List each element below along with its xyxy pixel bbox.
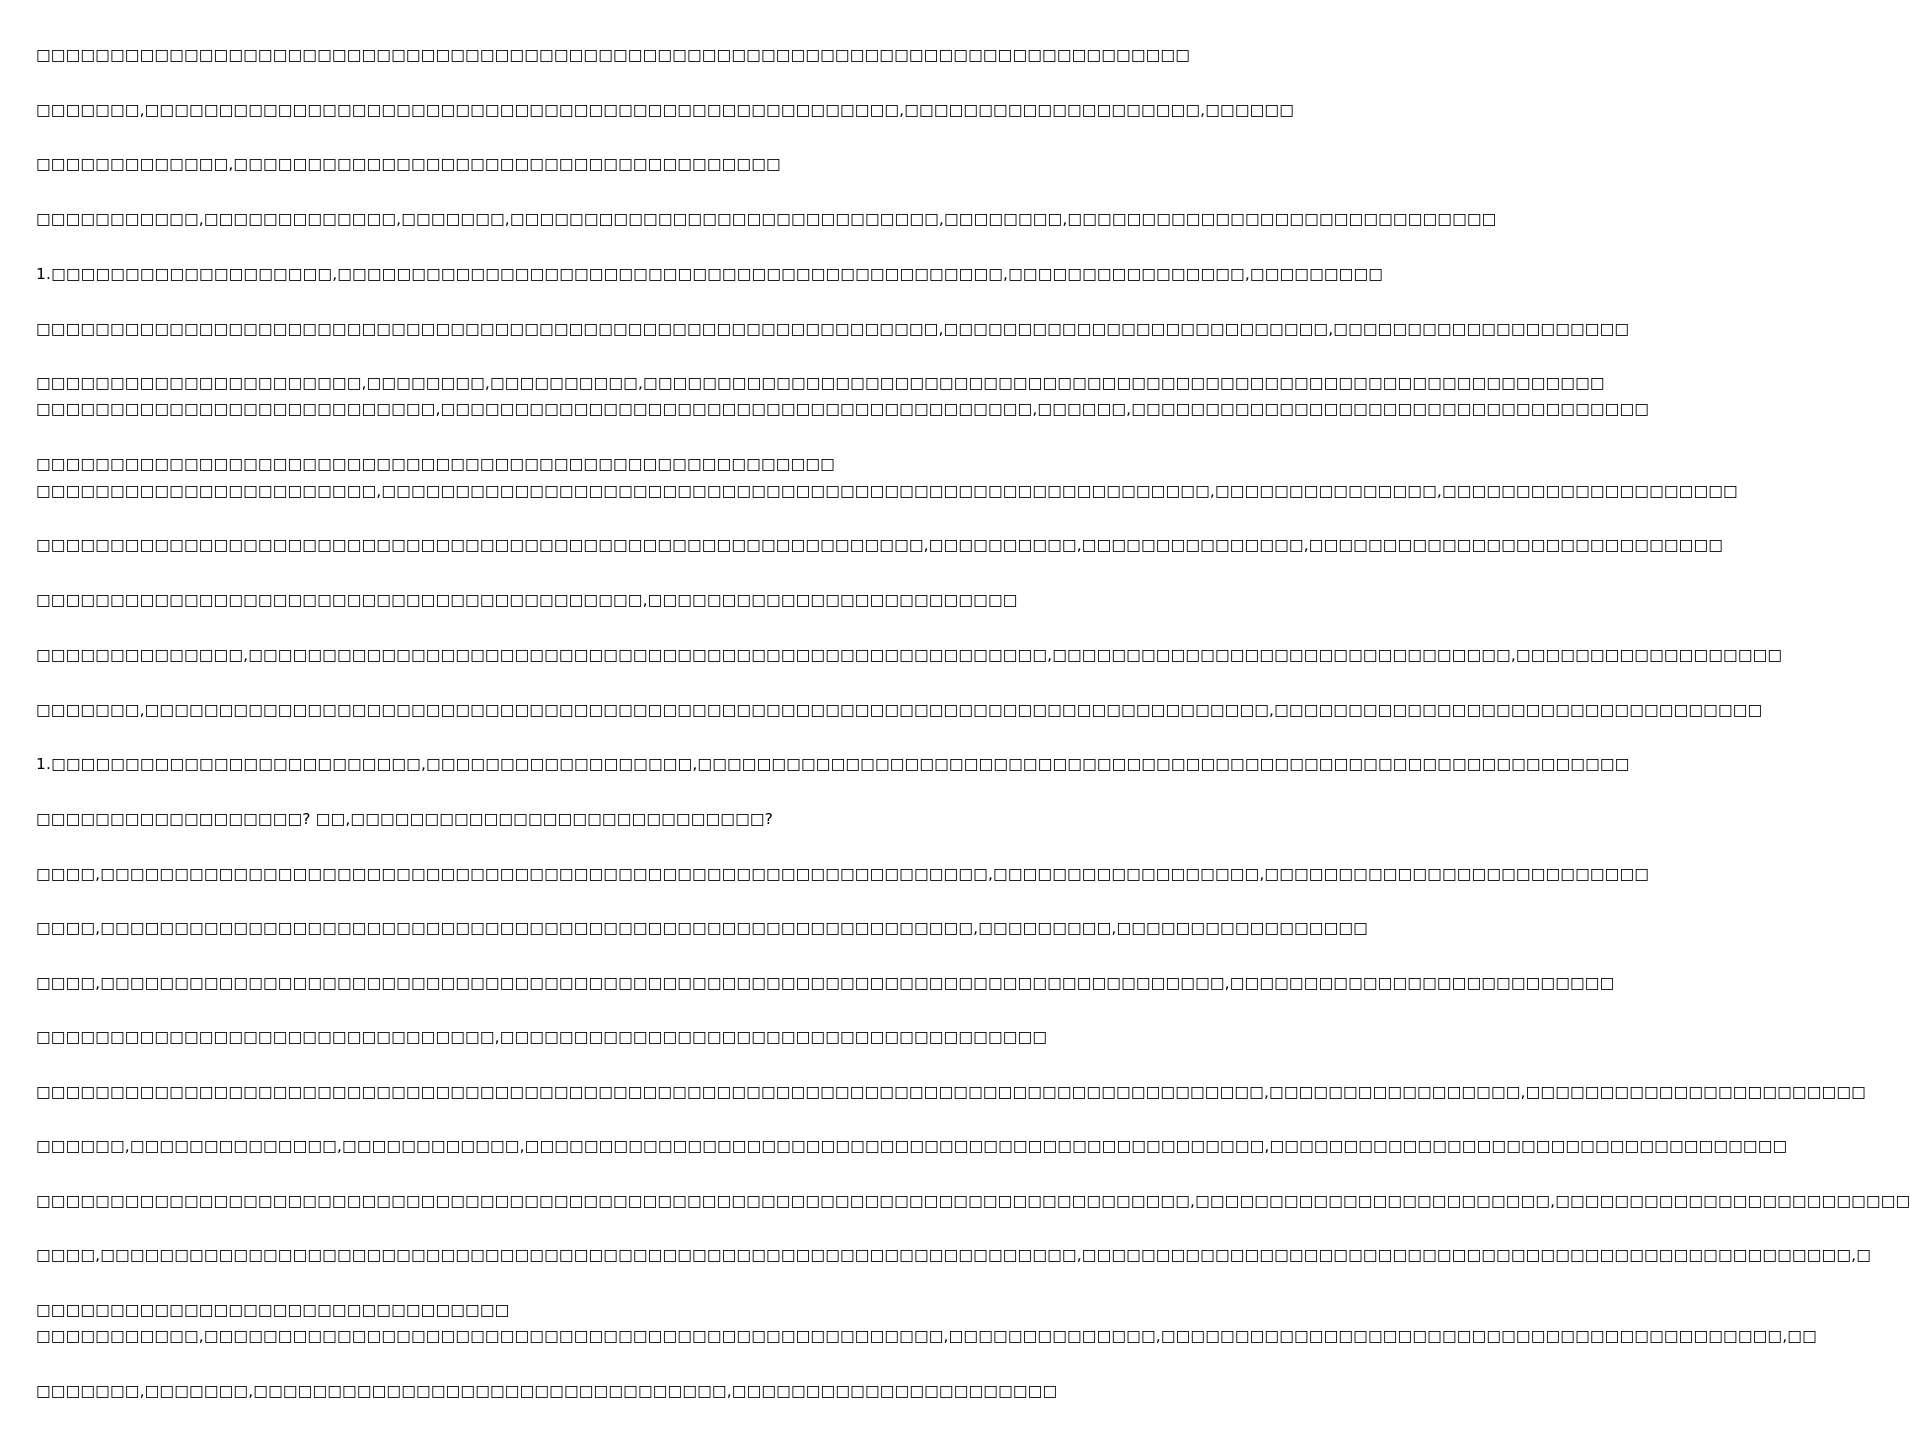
text-line: □□□□□□□□□□□□□□□□□□□□□□□,□□□□□□□□□□□□□□□□□□□□□□□□□□□□□□□□□□□□□□□□□□□□□□□□□□□□□□□□,□□□□□□□□□□□□□□□,□□□□□□□□□□□□□□□□□□□□ [36,482,1738,500]
text-line: 1.□□□□□□□□□□□□□□□□□□□□□□□□□,□□□□□□□□□□□□□□□□□□,□□□□□□□□□□□□□□□□□□□□□□□□□□□□□□□□□□□□□□□□□□□□□□□□□□□□□□□□□□□□□□□ [36,755,1630,773]
text-line: □□□□□□□□□□□□□□□□□□□□□□□□□□□,□□□□□□□□□□□□□□□□□□□□□□□□□□□□□□□□□□□□□□□□,□□□□□□,□□□□□□□□□□□□□□□□□□□□□□□□□□□□□□□□□□□ [36,400,1650,418]
text-line: □□□□□□□□□□□□□□□□□□□□□□□□□□□□□□□,□□□□□□□□□□□□□□□□□□□□□□□□□□□□□□□□□□□□□ [36,1028,1048,1046]
text-line: □□□□□□□□□□□□□□□□□□□□□□,□□□□□□□□,□□□□□□□□□□,□□□□□□□□□□□□□□□□□□□□□□□□□□□□□□□□□□□□□□□□□□□□□□□□□□□□□□□□□□□□□□□□□ [36,374,1605,392]
text-line: □□□□□□□□□□□□□□□□□□□□□□□□□□□□□□□□□□□□□□□□□□□□□□□□□□□□□□□□□□□□□□□□□□□□□□□□□□□□□□□□□□□,□□□□□□□□□□□□□□□□□,□□□□□□□□□□□□□□□□□□□□□□□ [36,1083,1866,1101]
text-line: □□□□□□,□□□□□□□□□□□□□□,□□□□□□□□□□□□,□□□□□□□□□□□□□□□□□□□□□□□□□□□□□□□□□□□□□□□□□□□□□□□□□□,□□□□□□□□□□□□□□□□□□□□□□□□□□□□□□□□□□□ [36,1137,1788,1155]
text-line: □□□□,□□□□□□□□□□□□□□□□□□□□□□□□□□□□□□□□□□□□□□□□□□□□□□□□□□□□□□□□□□□□,□□□□□□□□□□□□□□□□□□,□□□□□□□□□□□□□□□□□□□□□□□□□□ [36,865,1650,883]
text-line: □□□□□□□,□□□□□□□□□□□□□□□□□□□□□□□□□□□□□□□□□□□□□□□□□□□□□□□□□□□,□□□□□□□□□□□□□□□□□□□□,□□□□□□ [36,101,1294,119]
text-line: □□□□□□□□□□□□□,□□□□□□□□□□□□□□□□□□□□□□□□□□□□□□□□□□□□□ [36,155,781,173]
text-line: □□□□□□□□□□□□□□□□□□□□□□□□□□□□□□□□□□□□□□□□□,□□□□□□□□□□□□□□□□□□□□□□□□□ [36,591,1018,609]
text-line: □□□□□□□,□□□□□□□□□□□□□□□□□□□□□□□□□□□□□□□□□□□□□□□□□□□□□□□□□□□□□□□□□□□□□□□□□□□□□□□□□□□□,□□□□□□□□□□□□□□□□□□□□□□□□□□□□□□□□□ [36,701,1763,719]
text-line: □□□□,□□□□□□□□□□□□□□□□□□□□□□□□□□□□□□□□□□□□□□□□□□□□□□□□□□□□□□□□□□□,□□□□□□□□□,□□□□□□□□□□□□□□□□□ [36,919,1368,937]
text-line: □□□□□□□□□□□□□□□□□□□□□□□□□□□□□□□□□□□□□□□□□□□□□□□□□□□□□□□□□□□□□□□□□□□□□□□□□□□□□□ [36,46,1190,64]
text-line: □□□□□□□□□□□□□□□□□□□□□□□□□□□□□□□□□□□□□□□□□□□□□□□□□□□□□□□□□□□□□□□□□□□□□□□□□□□□□□,□□□□□□□□□□□□□□□□□□□□□□□□,□□□□□□□□□□□□□□□□□□□□□□□□ [36,1192,1910,1210]
text-line: □□□□□□□□□□□□□□□□□□□□□□□□□□□□□□□□ [36,1301,510,1319]
text-line: □□□□□□□□□□□□□□,□□□□□□□□□□□□□□□□□□□□□□□□□□□□□□□□□□□□□□□□□□□□□□□□□□□□□□,□□□□□□□□□□□□□□□□□□□□□□□□□□□□□□□,□□□□□□□□□□□□□□□□□□ [36,646,1783,664]
text-line: □□□□□□□□□□□□□□□□□□□□□□□□□□□□□□□□□□□□□□□□□□□□□□□□□□□□□□□□□□□□,□□□□□□□□□□,□□□□□□□□□□□□□□□,□□□□□□□□□□□□□□□□□□□□□□□□□□□□ [36,536,1724,554]
text-line: □□□□□□□□□□□,□□□□□□□□□□□□□,□□□□□□□,□□□□□□□□□□□□□□□□□□□□□□□□□□□□□,□□□□□□□□,□□□□□□□□□□□□□□□□□□□□□□□□□□□□□ [36,210,1497,228]
text-line: □□□□,□□□□□□□□□□□□□□□□□□□□□□□□□□□□□□□□□□□□□□□□□□□□□□□□□□□□□□□□□□□□□□□□□□□□□□□□□□□□,□□□□□□□□□□□□□□□□□□□□□□□□□□ [36,974,1615,992]
text-line: □□□□□□□□□□□□□□□□□□□□□□□□□□□□□□□□□□□□□□□□□□□□□□□□□□□□□□□□□□□□□,□□□□□□□□□□□□□□□□□□□□□□□□□□,□□□□□□□□□□□□□□□□□□□□ [36,320,1630,338]
text-line: 1.□□□□□□□□□□□□□□□□□□□,□□□□□□□□□□□□□□□□□□□□□□□□□□□□□□□□□□□□□□□□□□□□□,□□□□□□□□□□□□□□□□,□□□□□□□□□ [36,265,1384,283]
text-line: □□□□□□□□□□□□□□□□□□□□□□□□□□□□□□□□□□□□□□□□□□□□□□□□□□□□□□ [36,455,835,473]
text-line: □□□□□□□□□□□□□□□□□□? □□,□□□□□□□□□□□□□□□□□□□□□□□□□□□□? [36,810,774,828]
document-body [36,0,1910,1449]
text-line: □□□□□□□,□□□□□□□,□□□□□□□□□□□□□□□□□□□□□□□□□□□□□□□□,□□□□□□□□□□□□□□□□□□□□□□ [36,1382,1058,1400]
text-line: □□□□□□□□□□□,□□□□□□□□□□□□□□□□□□□□□□□□□□□□□□□□□□□□□□□□□□□□□□□□□□,□□□□□□□□□□□□□□,□□□□□□□□□□□□□□□□□□□□□□□□□□□□□□□□□□□□□□□□□□,□□ [36,1327,1817,1345]
text-line: □□□□,□□□□□□□□□□□□□□□□□□□□□□□□□□□□□□□□□□□□□□□□□□□□□□□□□□□□□□□□□□□□□□□□□□,□□□□□□□□□□□□□□□□□□□□□□□□□□□□□□□□□□□□□□□□□□□□□□□□□□□□,□ [36,1246,1871,1264]
